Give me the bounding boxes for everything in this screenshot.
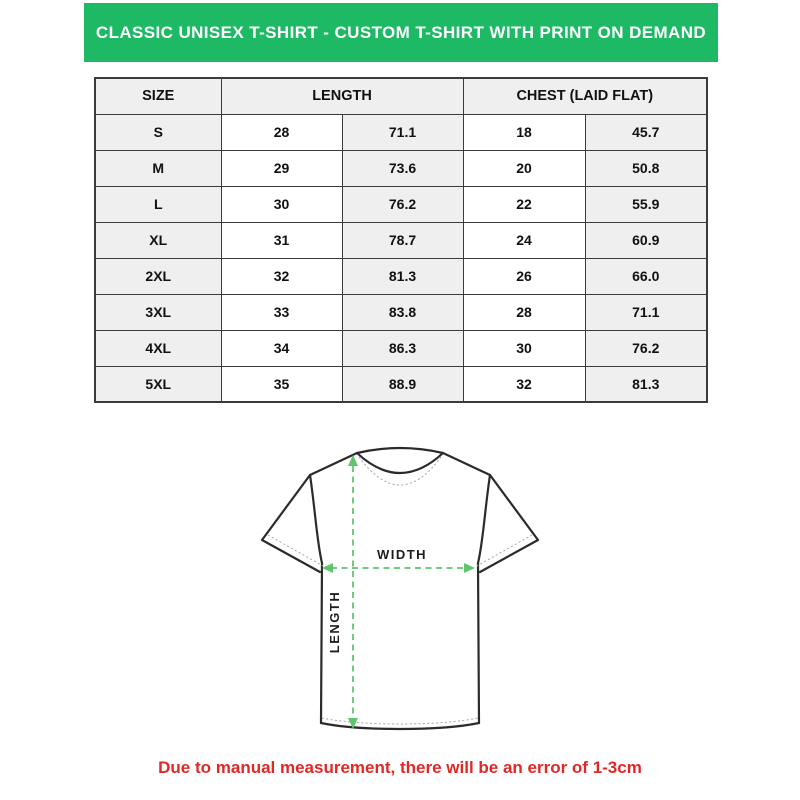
chest-cm-cell: 50.8 (585, 150, 707, 186)
length-cm-cell: 76.2 (342, 186, 463, 222)
measurement-disclaimer: Due to manual measurement, there will be an error of 1-3cm (158, 758, 642, 777)
chest-cm-cell: 55.9 (585, 186, 707, 222)
length-in-cell: 35 (221, 366, 342, 402)
length-in-cell: 34 (221, 330, 342, 366)
size-cell: 3XL (95, 294, 221, 330)
chest-cm-cell: 60.9 (585, 222, 707, 258)
size-cell: 5XL (95, 366, 221, 402)
chest-in-cell: 20 (463, 150, 585, 186)
length-cm-cell: 73.6 (342, 150, 463, 186)
length-in-cell: 32 (221, 258, 342, 294)
size-cell: S (95, 114, 221, 150)
length-in-cell: 29 (221, 150, 342, 186)
chest-cm-cell: 81.3 (585, 366, 707, 402)
size-cell: L (95, 186, 221, 222)
length-cm-cell: 81.3 (342, 258, 463, 294)
table-row (95, 330, 707, 366)
table-header-row (95, 78, 707, 114)
chest-in-cell: 24 (463, 222, 585, 258)
size-cell: 2XL (95, 258, 221, 294)
table-row (95, 258, 707, 294)
length-cm-cell: 71.1 (342, 114, 463, 150)
col-header-length: LENGTH (221, 78, 463, 114)
size-chart-table (94, 77, 708, 403)
length-in-cell: 30 (221, 186, 342, 222)
length-arrow (348, 455, 358, 729)
length-in-cell: 31 (221, 222, 342, 258)
col-header-chest: CHEST (LAID FLAT) (463, 78, 707, 114)
table-row (95, 114, 707, 150)
page-title: CLASSIC UNISEX T-SHIRT - CUSTOM T-SHIRT WITH PRINT ON DEMAND (95, 22, 707, 42)
length-in-cell: 33 (221, 294, 342, 330)
size-cell: 4XL (95, 330, 221, 366)
chest-in-cell: 30 (463, 330, 585, 366)
width-arrow-label: WIDTH (376, 547, 428, 562)
title-banner (84, 3, 718, 62)
table-row (95, 366, 707, 402)
chest-in-cell: 26 (463, 258, 585, 294)
tshirt-outline-icon (245, 428, 555, 753)
chest-cm-cell: 66.0 (585, 258, 707, 294)
size-cell: M (95, 150, 221, 186)
chest-in-cell: 22 (463, 186, 585, 222)
length-cm-cell: 88.9 (342, 366, 463, 402)
length-cm-cell: 83.8 (342, 294, 463, 330)
chest-cm-cell: 45.7 (585, 114, 707, 150)
table-row (95, 222, 707, 258)
chest-in-cell: 28 (463, 294, 585, 330)
chest-cm-cell: 71.1 (585, 294, 707, 330)
width-arrow (322, 563, 475, 573)
chest-in-cell: 32 (463, 366, 585, 402)
length-cm-cell: 78.7 (342, 222, 463, 258)
tshirt-diagram (245, 428, 555, 753)
chest-in-cell: 18 (463, 114, 585, 150)
table-row (95, 186, 707, 222)
length-cm-cell: 86.3 (342, 330, 463, 366)
table-row (95, 150, 707, 186)
length-in-cell: 28 (221, 114, 342, 150)
length-arrow-label: LENGTH (327, 590, 342, 654)
col-header-size: SIZE (95, 78, 221, 114)
size-cell: XL (95, 222, 221, 258)
table-row (95, 294, 707, 330)
chest-cm-cell: 76.2 (585, 330, 707, 366)
